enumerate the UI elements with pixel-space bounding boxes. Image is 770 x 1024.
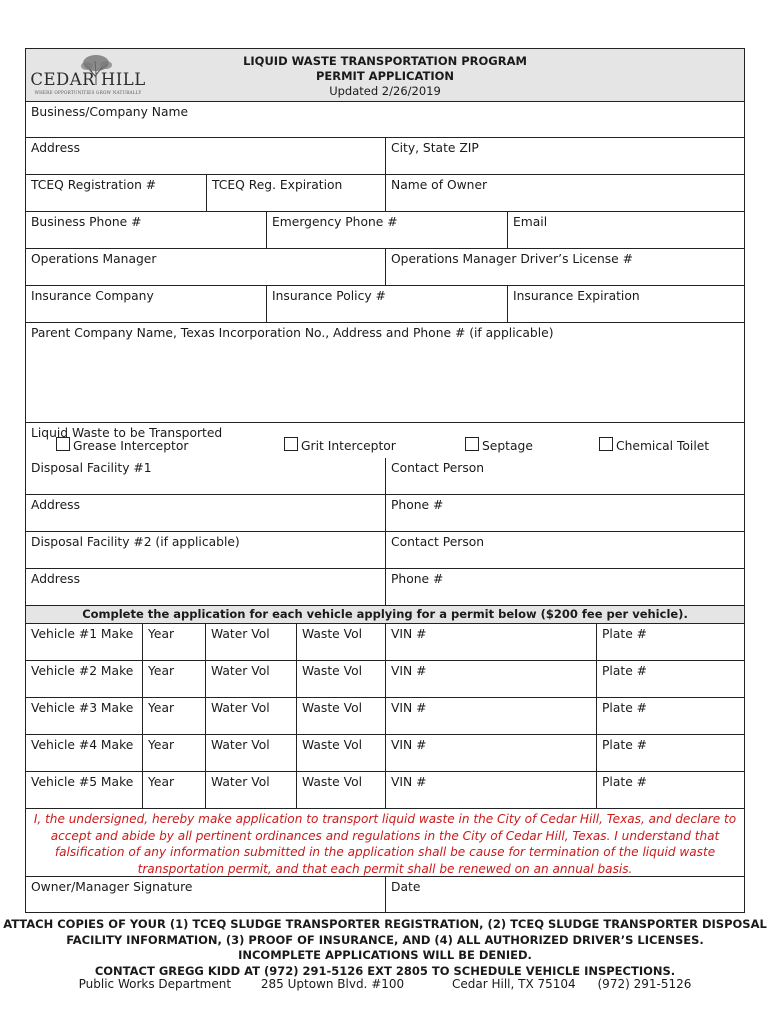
insurance-row	[26, 286, 744, 323]
liquid-waste-row	[26, 423, 744, 458]
signature-row	[26, 876, 744, 912]
department-phone: (972) 291-5126	[597, 977, 692, 991]
vehicle-2-water-vol-field[interactable]: Water Vol	[205, 661, 296, 697]
operations-manager-row	[26, 249, 744, 286]
business-name-row	[26, 102, 744, 138]
vehicle-1-year-field[interactable]: Year	[142, 624, 205, 660]
facility-1-contact-field[interactable]: Contact Person	[385, 458, 746, 494]
logo-name: CEDAR HILL	[30, 70, 146, 89]
vehicle-3-year-field[interactable]: Year	[142, 698, 205, 734]
city-address: Cedar Hill, TX 75104	[451, 977, 576, 991]
facility-2-address-row	[26, 569, 744, 606]
insurance-expiration-field[interactable]: Insurance Expiration	[507, 286, 746, 322]
street-address: 285 Uptown Blvd. #100	[260, 977, 405, 991]
disposal-facility-1-field[interactable]: Disposal Facility #1	[31, 461, 152, 475]
attach-instructions-line2: FACILITY INFORMATION, (3) PROOF OF INSURANCE, AND (4) ALL AUTHORIZED DRIVER’S LICENSES.	[66, 933, 704, 947]
facility-2-phone-field[interactable]: Phone #	[385, 569, 746, 605]
owner-signature-field[interactable]: Owner/Manager Signature	[31, 880, 193, 894]
incomplete-warning: INCOMPLETE APPLICATIONS WILL BE DENIED.	[238, 948, 532, 962]
form-title: LIQUID WASTE TRANSPORTATION PROGRAM	[243, 54, 527, 68]
facility-1-address-field[interactable]: Address	[31, 498, 80, 512]
liquid-waste-label: Liquid Waste to be Transported	[31, 426, 223, 440]
disposal-facility-2-field[interactable]: Disposal Facility #2 (if applicable)	[31, 535, 240, 549]
form-subtitle: PERMIT APPLICATION	[315, 69, 455, 83]
address-field[interactable]: Address	[31, 141, 80, 155]
department-name: Public Works Department	[78, 977, 232, 991]
operations-manager-field[interactable]: Operations Manager	[31, 252, 157, 266]
facility-1-phone-field[interactable]: Phone #	[385, 495, 746, 531]
vehicle-1-water-vol-field[interactable]: Water Vol	[205, 624, 296, 660]
disposal-facility-2-row	[26, 532, 744, 569]
vehicle-4-waste-vol-field[interactable]: Waste Vol	[296, 735, 385, 771]
vehicle-row	[26, 772, 744, 809]
business-name-field[interactable]: Business/Company Name	[31, 105, 189, 119]
vehicle-row	[26, 624, 744, 661]
vehicle-3-water-vol-field[interactable]: Water Vol	[205, 698, 296, 734]
vehicle-row	[26, 661, 744, 698]
septage-checkbox[interactable]	[465, 437, 479, 451]
ops-manager-license-field[interactable]: Operations Manager Driver’s License #	[385, 249, 746, 285]
parent-company-field[interactable]: Parent Company Name, Texas Incorporation No., Address and Phone # (if applicable)	[31, 326, 554, 340]
vehicle-2-vin-field[interactable]: VIN #	[385, 661, 596, 697]
updated-date: Updated 2/26/2019	[329, 84, 441, 98]
form-header	[26, 49, 744, 102]
vehicle-1-vin-field[interactable]: VIN #	[385, 624, 596, 660]
grit-interceptor-checkbox[interactable]	[284, 437, 298, 451]
contact-instructions: CONTACT GREGG KIDD AT (972) 291-5126 EXT 2805 TO SCHEDULE VEHICLE INSPECTIONS.	[94, 964, 676, 978]
logo-tagline: WHERE OPPORTUNITIES GROW NATURALLY	[34, 90, 142, 95]
insurance-company-field[interactable]: Insurance Company	[31, 289, 154, 303]
tceq-expiration-field[interactable]: TCEQ Reg. Expiration	[206, 175, 385, 211]
vehicle-row	[26, 735, 744, 772]
grease-interceptor-checkbox[interactable]	[56, 437, 70, 451]
facility-1-address-row	[26, 495, 744, 532]
department-address	[0, 977, 770, 991]
vehicle-2-year-field[interactable]: Year	[142, 661, 205, 697]
grease-interceptor-label: Grease Interceptor	[73, 439, 189, 453]
vehicle-4-year-field[interactable]: Year	[142, 735, 205, 771]
vehicle-1-plate-field[interactable]: Plate #	[596, 624, 746, 660]
vehicle-3-vin-field[interactable]: VIN #	[385, 698, 596, 734]
vehicle-5-water-vol-field[interactable]: Water Vol	[205, 772, 296, 808]
business-phone-field[interactable]: Business Phone #	[31, 215, 142, 229]
address-row	[26, 138, 744, 175]
permit-application-form	[25, 48, 745, 913]
emergency-phone-field[interactable]: Emergency Phone #	[266, 212, 507, 248]
facility-2-address-field[interactable]: Address	[31, 572, 80, 586]
vehicle-1-waste-vol-field[interactable]: Waste Vol	[296, 624, 385, 660]
facility-2-contact-field[interactable]: Contact Person	[385, 532, 746, 568]
vehicle-5-make-field[interactable]: Vehicle #5 Make	[31, 775, 134, 789]
septage-label: Septage	[482, 439, 533, 453]
chemical-toilet-option[interactable]	[599, 437, 709, 453]
vehicle-2-make-field[interactable]: Vehicle #2 Make	[31, 664, 134, 678]
grease-interceptor-option[interactable]	[56, 437, 188, 453]
phone-row	[26, 212, 744, 249]
vehicle-4-plate-field[interactable]: Plate #	[596, 735, 746, 771]
parent-company-row	[26, 323, 744, 423]
vehicle-5-waste-vol-field[interactable]: Waste Vol	[296, 772, 385, 808]
grit-interceptor-label: Grit Interceptor	[301, 439, 396, 453]
vehicle-5-year-field[interactable]: Year	[142, 772, 205, 808]
insurance-policy-field[interactable]: Insurance Policy #	[266, 286, 507, 322]
city-state-zip-field[interactable]: City, State ZIP	[385, 138, 746, 174]
vehicle-section-heading: Complete the application for each vehicle applying for a permit below ($200 fee per vehicle).	[26, 606, 744, 624]
vehicle-3-plate-field[interactable]: Plate #	[596, 698, 746, 734]
chemical-toilet-label: Chemical Toilet	[616, 439, 710, 453]
vehicle-row	[26, 698, 744, 735]
email-field[interactable]: Email	[507, 212, 746, 248]
vehicle-2-waste-vol-field[interactable]: Waste Vol	[296, 661, 385, 697]
vehicle-4-water-vol-field[interactable]: Water Vol	[205, 735, 296, 771]
vehicle-5-vin-field[interactable]: VIN #	[385, 772, 596, 808]
septage-option[interactable]	[465, 437, 533, 453]
vehicle-1-make-field[interactable]: Vehicle #1 Make	[31, 627, 134, 641]
tceq-row	[26, 175, 744, 212]
vehicle-2-plate-field[interactable]: Plate #	[596, 661, 746, 697]
tceq-registration-field[interactable]: TCEQ Registration #	[31, 178, 157, 192]
owner-name-field[interactable]: Name of Owner	[385, 175, 746, 211]
vehicle-4-vin-field[interactable]: VIN #	[385, 735, 596, 771]
vehicle-5-plate-field[interactable]: Plate #	[596, 772, 746, 808]
vehicle-3-make-field[interactable]: Vehicle #3 Make	[31, 701, 134, 715]
grit-interceptor-option[interactable]	[284, 437, 396, 453]
disposal-facility-1-row	[26, 458, 744, 495]
attach-instructions-line1: ATTACH COPIES OF YOUR (1) TCEQ SLUDGE TRANSPORTER REGISTRATION, (2) TCEQ SLUDGE TRANSPORTER DISPOSAL	[3, 917, 767, 931]
chemical-toilet-checkbox[interactable]	[599, 437, 613, 451]
declaration-text: I, the undersigned, hereby make application to transport liquid waste in the City of Cedar Hill, Texas, and declare to accept and abide by all pertinent ordinances and regulations in the City of Cedar Hill, Texas. I understand that falsification of any information submitted in the application shall be cause for termination of the liquid waste transportation permit, and that each permit shall be renewed on an annual basis.	[33, 812, 737, 876]
vehicle-3-waste-vol-field[interactable]: Waste Vol	[296, 698, 385, 734]
vehicle-4-make-field[interactable]: Vehicle #4 Make	[31, 738, 134, 752]
date-field[interactable]: Date	[385, 877, 746, 912]
